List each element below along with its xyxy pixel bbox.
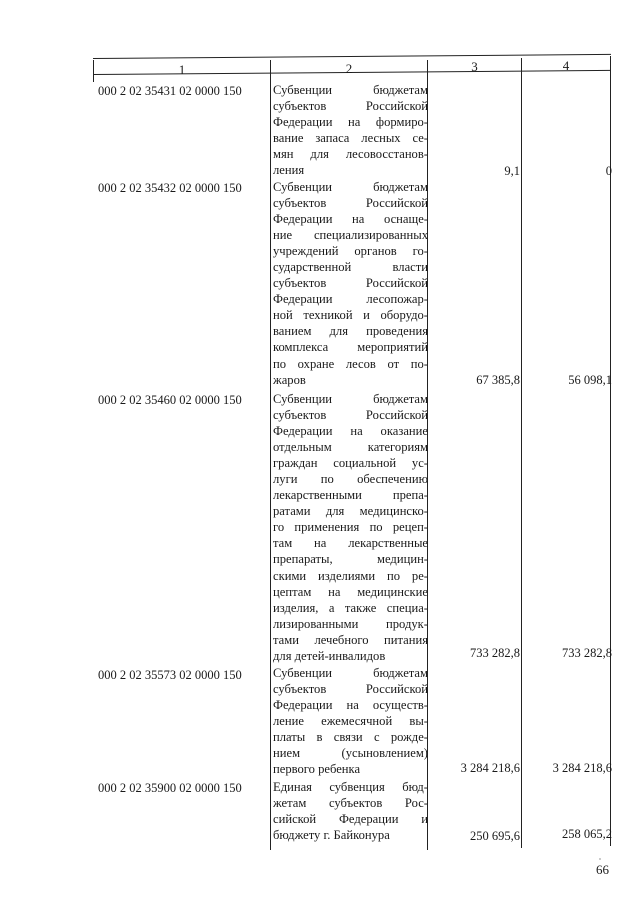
description-line: субъектов Российской [273, 99, 428, 114]
description-line: Федерации на осуществ- [273, 698, 428, 713]
header-col-2: 2 [345, 61, 353, 76]
row-value-col4: 56 098,1 [568, 373, 612, 387]
row-code: 000 2 02 35431 02 0000 150 [98, 84, 242, 98]
row-value-col4: 0 [605, 164, 612, 178]
description-line: Федерации на оснаще- [273, 212, 428, 227]
description-line: Субвенции бюджетам [273, 392, 428, 406]
scan-speck [599, 858, 601, 860]
description-line: платы в связи с рожде- [273, 730, 428, 745]
description-line: для детей-инвалидов [273, 648, 386, 663]
description-line: ной техникой и оборудо- [273, 308, 428, 323]
description-line: ние специализированных [273, 228, 428, 243]
description-line: бюджету г. Байконура [273, 828, 390, 843]
description-line: Субвенции бюджетам [273, 83, 428, 97]
description-line: отдельным категориям [273, 440, 428, 455]
description-line: Федерации на оказание [273, 424, 428, 439]
row-value-col4: 733 282,8 [562, 646, 612, 660]
row-value-col3: 67 385,8 [476, 373, 520, 387]
description-line: скими изделиями по ре- [273, 568, 428, 583]
description-line: учреждений органов го- [273, 244, 428, 259]
description-line: субъектов Российской [273, 196, 428, 211]
page-number: 66 [596, 862, 609, 877]
description-line: нием (усыновлением) [273, 746, 428, 761]
row-description [273, 82, 428, 178]
description-line: вание запаса лесных се- [273, 131, 428, 146]
description-line: ления [273, 163, 305, 178]
row-value-col3: 3 284 218,6 [460, 761, 520, 775]
row-value-col4: 258 065,2 [562, 827, 612, 841]
description-line: ление ежемесячной вы- [273, 714, 428, 729]
row-code: 000 2 02 35573 02 0000 150 [98, 668, 242, 682]
description-line: по охране лесов от по- [273, 356, 428, 371]
description-line: го применения по рецеп- [273, 520, 428, 535]
description-line: лизированными продук- [273, 616, 428, 631]
row-value-col4: 3 284 218,6 [552, 761, 612, 775]
description-line: мян для лесовосстанов- [273, 147, 428, 162]
row-code: 000 2 02 35432 02 0000 150 [98, 181, 242, 195]
description-line: жаров [273, 372, 306, 387]
description-line: цептам на медицинские [273, 584, 428, 599]
row-value-col3: 733 282,8 [470, 646, 520, 660]
description-line: субъектов Российской [273, 408, 428, 423]
description-line: Федерации лесопожар- [273, 292, 428, 307]
description-line: изделия, а также специа- [273, 600, 428, 615]
description-line: лекарственными препа- [273, 488, 428, 503]
row-description [273, 779, 428, 843]
description-line: там на лекарственные [273, 536, 428, 551]
row-description [273, 665, 428, 777]
column-divider-1 [270, 60, 271, 850]
description-line: луги по обеспечению [273, 472, 428, 487]
description-line: субъектов Российской [273, 276, 428, 291]
description-line: жетам субъектов Рос- [273, 796, 428, 811]
description-line: сийской Федерации и [273, 812, 428, 827]
description-line: первого ребенка [273, 762, 361, 777]
description-line: субъектов Российской [273, 682, 428, 697]
row-code: 000 2 02 35900 02 0000 150 [98, 781, 242, 795]
row-code: 000 2 02 35460 02 0000 150 [98, 393, 242, 407]
description-line: граждан социальной ус- [273, 456, 428, 471]
description-line: сударственной власти [273, 260, 428, 275]
row-description [273, 391, 428, 664]
row-value-col3: 250 695,6 [470, 829, 520, 843]
description-line: Федерации на формиро- [273, 115, 428, 130]
header-col-3: 3 [471, 59, 478, 74]
description-line: комплекса мероприятий [273, 340, 428, 355]
header-col-4: 4 [562, 58, 570, 73]
row-description [273, 179, 428, 388]
description-line: ратами для медицинско- [273, 504, 428, 519]
description-line: тами лечебного питания [273, 632, 428, 647]
header-col-1: 1 [178, 62, 186, 77]
description-line: Субвенции бюджетам [273, 180, 428, 194]
row-value-col3: 9,1 [504, 164, 520, 178]
description-line: препараты, медицин- [273, 552, 428, 567]
description-line: Субвенции бюджетам [273, 666, 428, 680]
description-line: ванием для проведения [273, 324, 428, 339]
description-line: Единая субвенция бюд- [273, 780, 428, 794]
